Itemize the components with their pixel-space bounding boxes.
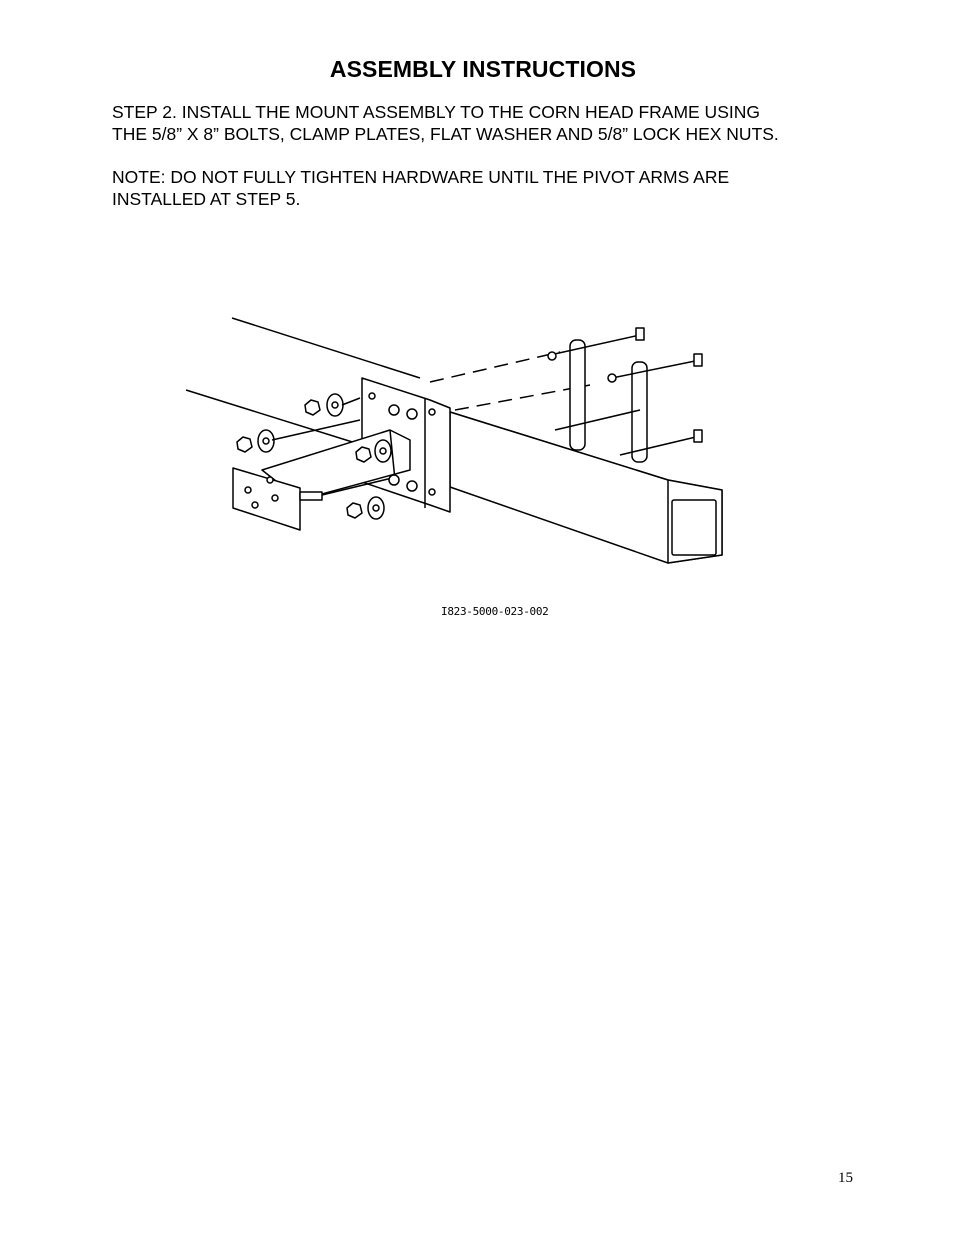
step-line-2: THE 5/8” X 8” BOLTS, CLAMP PLATES, FLAT WASHER AND 5/8” LOCK HEX NUTS. [112,124,779,144]
assembly-note [112,166,872,210]
hardware-nut-washer-2 [237,430,274,452]
hardware-nut-washer-4 [347,497,384,519]
step-line-1: STEP 2. INSTALL THE MOUNT ASSEMBLY TO THE CORN HEAD FRAME USING [112,102,760,122]
mount-assembly-diagram [180,300,740,580]
step-instruction [112,101,872,145]
clamp-plate-1 [570,340,585,450]
note-line-2: INSTALLED AT STEP 5. [112,189,301,209]
frame-top-edge [232,318,420,378]
page-title: ASSEMBLY INSTRUCTIONS [329,56,637,82]
note-line-1: NOTE: DO NOT FULLY TIGHTEN HARDWARE UNTIL THE PIVOT ARMS ARE [112,167,730,187]
hardware-nut-washer-1 [305,394,343,416]
part-number: I823-5000-023-002 [441,605,549,618]
page-number: 15 [838,1170,853,1186]
